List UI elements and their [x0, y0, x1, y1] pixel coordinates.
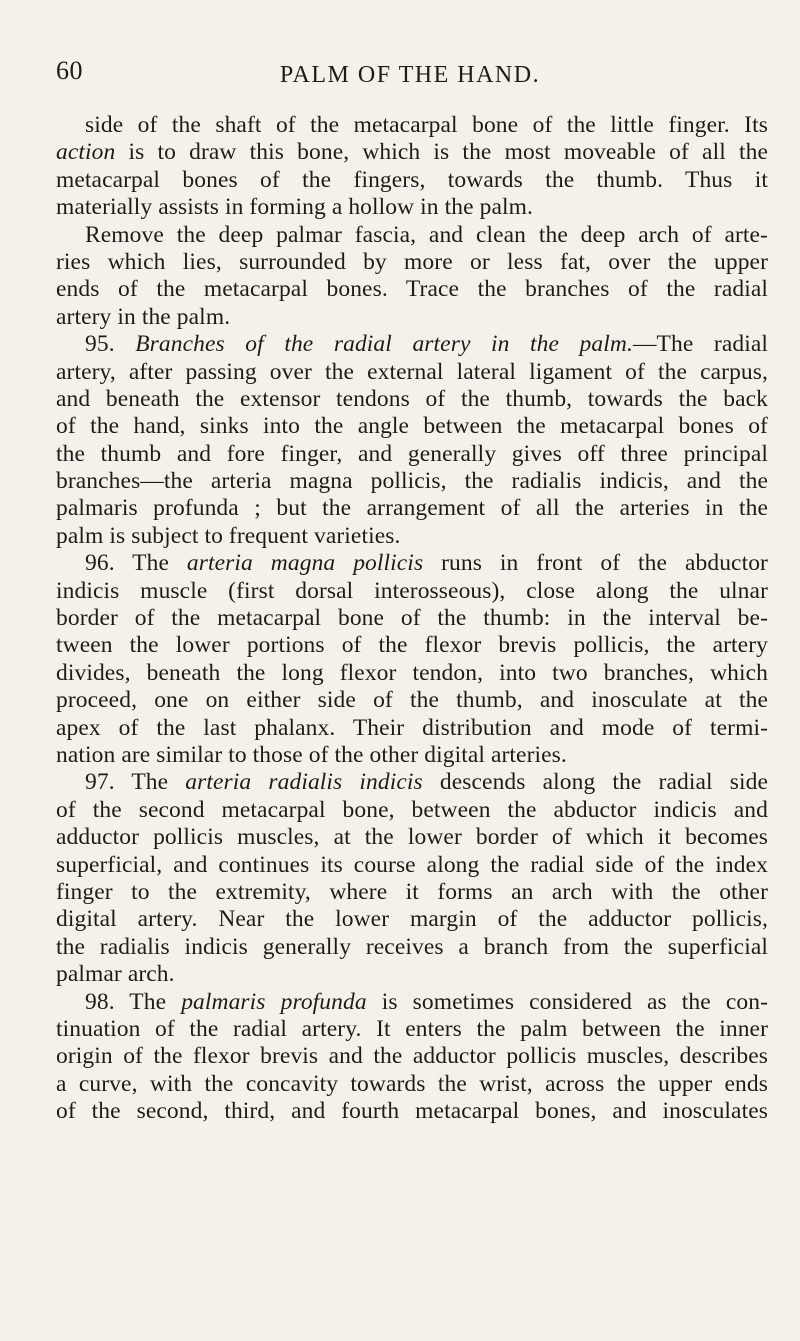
text-run: finger to the extremity, where it forms an arch with the other	[56, 878, 768, 905]
paragraph	[56, 331, 768, 550]
text-line	[56, 961, 768, 988]
text-line	[56, 386, 768, 413]
text-run: palmaris profunda ; but the arrangement of all the arteries in the	[56, 495, 768, 522]
text-line	[56, 331, 768, 358]
text-line	[56, 989, 768, 1016]
text-line	[56, 167, 768, 194]
text-run: 97. The	[85, 769, 186, 796]
text-run: ends of the metacarpal bones. Trace the branches of the radial	[56, 276, 768, 303]
text-line	[56, 304, 768, 331]
paragraph	[56, 550, 768, 769]
text-line	[56, 632, 768, 659]
text-line	[56, 1016, 768, 1043]
text-run: runs in front of the abductor	[423, 550, 768, 577]
text-line	[56, 413, 768, 440]
text-line	[56, 852, 768, 879]
text-run: palm is subject to frequent varieties.	[56, 522, 401, 549]
text-run: origin of the flexor brevis and the adductor pollicis muscles, describes	[56, 1043, 768, 1070]
text-run: 96. The	[85, 550, 187, 577]
text-line	[56, 1043, 768, 1070]
text-run: descends along the radial side	[422, 769, 768, 796]
text-run: 95.	[85, 331, 136, 358]
text-run: superficial, and continues its course along the radial side of the index	[56, 851, 768, 878]
text-line	[56, 550, 768, 577]
paragraph	[56, 222, 768, 332]
text-line	[56, 1071, 768, 1098]
body-text	[56, 112, 768, 1125]
text-run: divides, beneath the long flexor tendon, into two branches, which	[56, 659, 768, 686]
text-line	[56, 222, 768, 249]
text-line	[56, 359, 768, 386]
text-run: and beneath the extensor tendons of the thumb, towards the back	[56, 385, 768, 412]
text-run: the thumb and fore finger, and generally gives off three principal	[56, 440, 768, 467]
text-run: branches—the arteria magna pollicis, the radialis indicis, and the	[56, 468, 768, 495]
text-run: nation are similar to those of the other digital arteries.	[56, 741, 567, 768]
text-line	[56, 523, 768, 550]
text-run: 98. The	[85, 988, 182, 1015]
text-run: digital artery. Near the lower margin of the adductor pollicis,	[56, 906, 768, 933]
text-line	[56, 715, 768, 742]
page-number: 60	[56, 56, 83, 85]
text-run: is sometimes considered as the con-	[366, 988, 769, 1015]
text-line	[56, 495, 768, 522]
text-run: artery in the palm.	[56, 303, 231, 330]
running-head: PALM OF THE HAND.	[279, 62, 541, 88]
italic-text: palmaris profunda	[181, 988, 367, 1015]
text-line	[56, 824, 768, 851]
text-run: side of the shaft of the metacarpal bone of the little finger. Its	[85, 112, 768, 138]
text-run: of the second, third, and fourth metacarpal bones, and inosculates	[56, 1098, 768, 1125]
text-run: the radialis indicis generally receives a branch from the superficial	[56, 933, 768, 960]
text-line	[56, 687, 768, 714]
paragraph	[56, 769, 768, 988]
italic-text: arteria radialis indicis	[185, 769, 423, 796]
text-line	[56, 797, 768, 824]
text-run: tween the lower portions of the flexor brevis pollicis, the artery	[56, 632, 768, 659]
text-line	[56, 578, 768, 605]
text-line	[56, 769, 768, 796]
text-line	[56, 194, 768, 221]
italic-text: action	[56, 139, 116, 166]
text-run: metacarpal bones of the fingers, towards the thumb. Thus it	[56, 166, 768, 193]
paragraph	[56, 989, 768, 1126]
text-run: tinuation of the radial artery. It enters the palm between the inner	[56, 1015, 768, 1042]
text-line	[56, 112, 768, 139]
text-line	[56, 249, 768, 276]
text-line	[56, 468, 768, 495]
text-line	[56, 906, 768, 933]
text-run: —The radial	[632, 331, 768, 358]
text-run: a curve, with the concavity towards the wrist, across the upper ends	[56, 1070, 768, 1097]
text-line	[56, 660, 768, 687]
text-line	[56, 879, 768, 906]
text-run: apex of the last phalanx. Their distribution and mode of termi-	[56, 714, 768, 741]
text-run: materially assists in forming a hollow in the palm.	[56, 194, 533, 221]
text-run: artery, after passing over the external lateral ligament of the carpus,	[56, 358, 768, 385]
text-run: is to draw this bone, which is the most moveable of all the	[115, 139, 768, 166]
text-run: of the second metacarpal bone, between the abductor indicis and	[56, 796, 768, 823]
text-run: palmar arch.	[56, 961, 175, 988]
text-line	[56, 934, 768, 961]
text-line	[56, 139, 768, 166]
italic-text: arteria magna pollicis	[186, 550, 424, 577]
text-line	[56, 441, 768, 468]
text-run: ries which lies, surrounded by more or less fat, over the upper	[56, 248, 768, 275]
text-run: proceed, one on either side of the thumb, and inosculate at the	[56, 687, 768, 714]
text-run: adductor pollicis muscles, at the lower border of which it becomes	[56, 824, 768, 851]
text-run: Remove the deep palmar fascia, and clean the deep arch of arte-	[85, 221, 768, 248]
text-run: border of the metacarpal bone of the thumb: in the interval be-	[56, 605, 768, 632]
text-line	[56, 276, 768, 303]
text-line	[56, 605, 768, 632]
text-line	[56, 742, 768, 769]
text-run: indicis muscle (first dorsal interosseous), close along the ulnar	[56, 577, 768, 604]
text-line	[56, 1098, 768, 1125]
italic-text: Branches of the radial artery in the palm.	[135, 331, 633, 358]
text-run: of the hand, sinks into the angle between the metacarpal bones of	[56, 413, 768, 440]
paragraph	[56, 112, 768, 222]
